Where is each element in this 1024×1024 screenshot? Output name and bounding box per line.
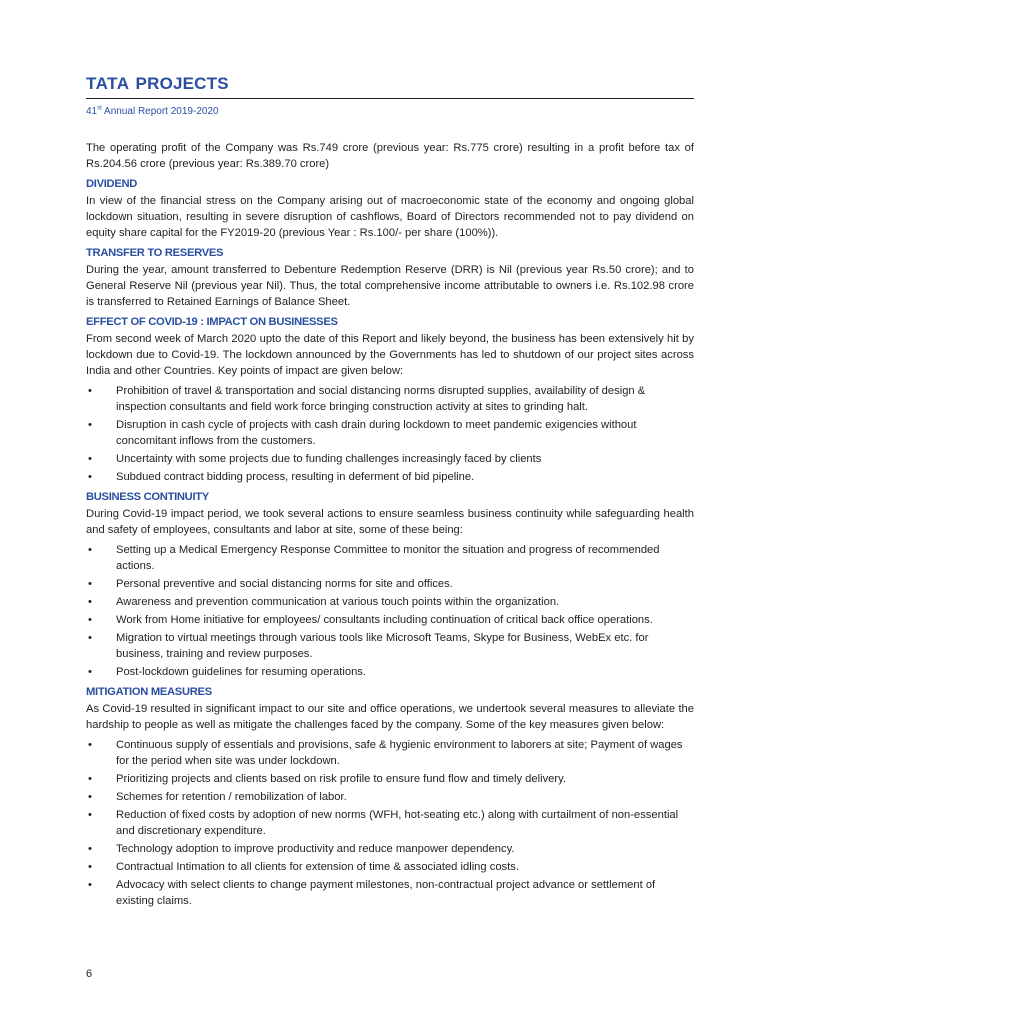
bullet-icon: • <box>88 861 92 873</box>
list-item <box>86 383 694 415</box>
list-item-text: Technology adoption to improve productivity and reduce manpower dependency. <box>116 843 515 855</box>
list-item <box>86 859 694 875</box>
page <box>86 72 694 907</box>
list-item-text: Uncertainty with some projects due to funding challenges increasingly faced by clients <box>116 453 542 465</box>
report-suffix: st <box>97 105 102 112</box>
section-heading: BUSINESS CONTINUITY <box>86 491 209 503</box>
bullet-icon: • <box>88 773 92 785</box>
annual-report-label <box>86 106 219 117</box>
list-item-text: Reduction of fixed costs by adoption of new norms (WFH, hot-seating etc.) along with curtailment of non-essential and discretionary expenditure. <box>116 809 679 837</box>
bullet-icon: • <box>88 471 92 483</box>
tata-projects-logo <box>86 74 229 94</box>
document-body <box>86 140 694 913</box>
list-item-text: Work from Home initiative for employees/ consultants including continuation of critical back office operations. <box>116 614 653 626</box>
sections-container <box>86 176 694 909</box>
section-heading: MITIGATION MEASURES <box>86 686 212 698</box>
intro-paragraph: The operating profit of the Company was Rs.749 crore (previous year: Rs.775 crore) resulting in a profit before tax of Rs.204.56 crore (previous year: Rs.389.70 crore) <box>86 142 694 170</box>
bullet-icon: • <box>88 596 92 608</box>
page-number: 6 <box>86 968 93 980</box>
header-divider <box>86 98 694 99</box>
logo-projects: PROJECTS <box>135 74 229 93</box>
list-item-text: Contractual Intimation to all clients for extension of time & associated idling costs. <box>116 861 519 873</box>
bullet-icon: • <box>88 385 92 397</box>
list-item <box>86 807 694 839</box>
section-paragraph: In view of the financial stress on the Company arising out of macroeconomic state of the economy and ongoing global lockdown situation, resulting in severe disruption of cashflows, Board of Directors recommended not to pay dividend on equity share capital for the FY2019-20 (previous Year : Rs.100/- per share (100%)). <box>86 195 694 239</box>
list-item-text: Prohibition of travel & transportation and social distancing norms disrupted supplies, availability of design & inspection consultants and field work force bringing construction activity at sites to grinding halt. <box>116 385 646 413</box>
section-paragraph: During Covid-19 impact period, we took several actions to ensure seamless business continuity while safeguarding health and safety of employees, consultants and labor at site, some of these being: <box>86 508 694 536</box>
bullet-icon: • <box>88 578 92 590</box>
list-item <box>86 451 694 467</box>
list-item <box>86 594 694 610</box>
list-item-text: Schemes for retention / remobilization of labor. <box>116 791 347 803</box>
list-item <box>86 469 694 485</box>
list-item-text: Post-lockdown guidelines for resuming operations. <box>116 666 366 678</box>
list-item <box>86 664 694 680</box>
list-item-text: Awareness and prevention communication at various touch points within the organization. <box>116 596 560 608</box>
section-heading: DIVIDEND <box>86 178 138 190</box>
list-item <box>86 417 694 449</box>
bullet-icon: • <box>88 879 92 891</box>
section-heading: EFFECT OF COVID-19 : IMPACT ON BUSINESSES <box>86 316 338 328</box>
list-item <box>86 612 694 628</box>
bullet-icon: • <box>88 614 92 626</box>
bullet-list <box>86 383 694 485</box>
list-item-text: Prioritizing projects and clients based on risk profile to ensure fund flow and timely delivery. <box>116 773 566 785</box>
list-item-text: Continuous supply of essentials and provisions, safe & hygienic environment to laborers at site; Payment of wages for the period when site was under lockdown. <box>116 739 683 767</box>
list-item-text: Subdued contract bidding process, resulting in deferment of bid pipeline. <box>116 471 475 483</box>
list-item-text: Advocacy with select clients to change payment milestones, non-contractual project advance or settlement of existing claims. <box>116 879 656 907</box>
bullet-list <box>86 737 694 909</box>
list-item <box>86 877 694 909</box>
bullet-icon: • <box>88 632 92 644</box>
list-item <box>86 789 694 805</box>
report-title: Annual Report 2019-2020 <box>104 106 219 117</box>
list-item <box>86 771 694 787</box>
bullet-icon: • <box>88 739 92 751</box>
bullet-list <box>86 542 694 680</box>
section-paragraph: As Covid-19 resulted in significant impact to our site and office operations, we undertook several measures to alleviate the hardship to people as well as mitigate the challenges faced by the company. Some of the key measures given below: <box>86 703 694 731</box>
list-item-text: Migration to virtual meetings through various tools like Microsoft Teams, Skype for Business, WebEx etc. for business, training and review purposes. <box>116 632 649 660</box>
report-number: 41 <box>86 106 98 117</box>
list-item-text: Disruption in cash cycle of projects with cash drain during lockdown to meet pandemic exigencies without concomitant inflows from the customers. <box>116 419 637 447</box>
list-item <box>86 576 694 592</box>
list-item-text: Setting up a Medical Emergency Response Committee to monitor the situation and progress of recommended actions. <box>116 544 660 572</box>
list-item <box>86 542 694 574</box>
logo-tata: TATA <box>86 74 130 93</box>
bullet-icon: • <box>88 419 92 431</box>
bullet-icon: • <box>88 453 92 465</box>
bullet-icon: • <box>88 791 92 803</box>
bullet-icon: • <box>88 666 92 678</box>
section-heading: TRANSFER TO RESERVES <box>86 247 224 259</box>
list-item <box>86 841 694 857</box>
list-item-text: Personal preventive and social distancing norms for site and offices. <box>116 578 453 590</box>
page-header <box>86 72 694 117</box>
section-paragraph: During the year, amount transferred to Debenture Redemption Reserve (DRR) is Nil (previous year Rs.50 crore); and to General Reserve Nil (previous year Nil). Thus, the total comprehensive income attributable to owners i.e. Rs.102.98 crore is transferred to Retained Earnings of Balance Sheet. <box>86 264 694 308</box>
section-paragraph: From second week of March 2020 upto the date of this Report and likely beyond, the business has been extensively hit by lockdown due to Covid-19. The lockdown announced by the Governments has led to shutdown of our project sites across India and other Countries. Key points of impact are given below: <box>86 333 694 377</box>
bullet-icon: • <box>88 544 92 556</box>
list-item <box>86 630 694 662</box>
bullet-icon: • <box>88 843 92 855</box>
list-item <box>86 737 694 769</box>
bullet-icon: • <box>88 809 92 821</box>
